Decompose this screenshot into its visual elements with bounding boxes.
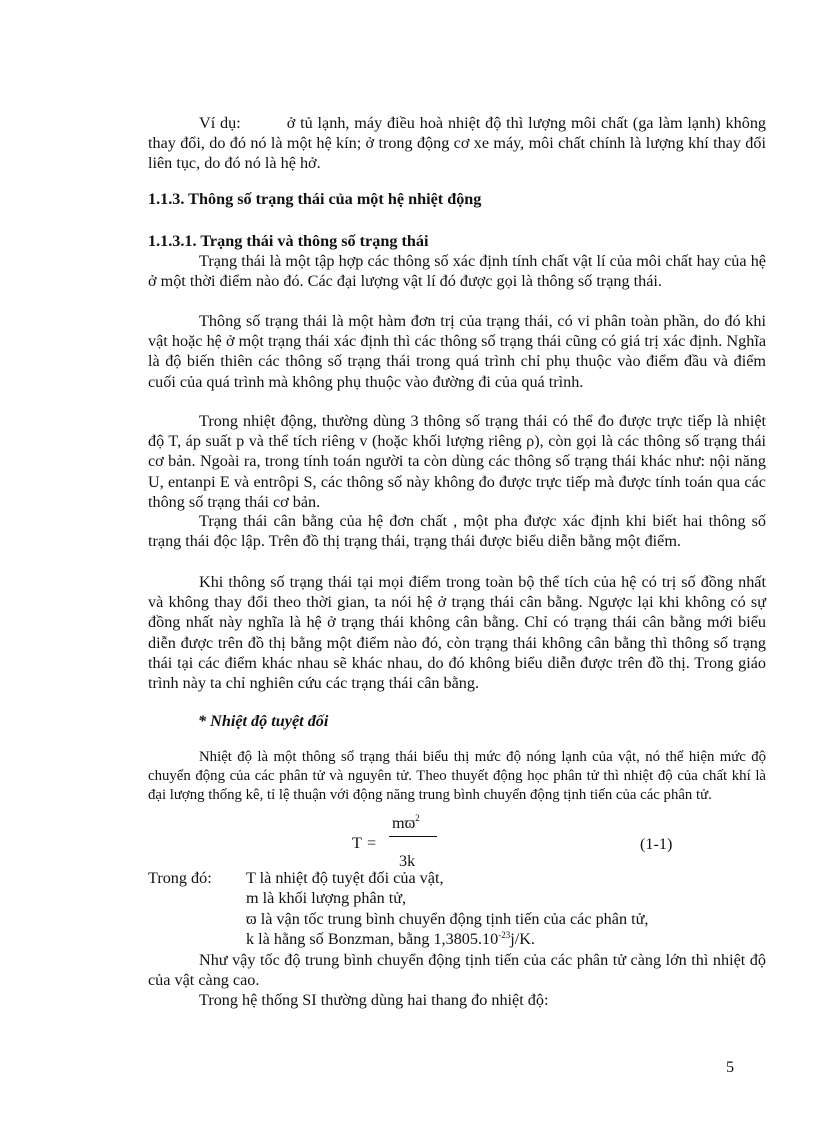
formula-equals: = [367,834,377,852]
where-label: Trong đó: [148,869,212,887]
fraction-bar [389,836,437,837]
closing-paragraph-1: Như vậy tốc độ trung bình chuyển động tịnh tiến của các phân tử càng lớn thì nhiệt độ của vật càng cao. [148,951,766,990]
page-number: 5 [726,1058,735,1076]
paragraph-4: Trạng thái cân bằng của hệ đơn chất , một pha được xác định khi biết hai thông số trạng thái độc lập. Trên đồ thị trạng thái, trạng thái được biểu diễn bằng một điểm. [148,512,766,551]
subsection-title: 1.1.3.1. Trạng thái và thông số trạng thái [148,232,429,250]
formula-numerator-exp: 2 [415,813,420,823]
where-item-t: T là nhiệt độ tuyệt đối của vật, [246,869,444,887]
closing-paragraph-2: Trong hệ thống SI thường dùng hai thang đo nhiệt độ: [199,991,549,1009]
where-item-velocity: ϖ là vận tốc trung bình chuyển động tịnh tiến của các phân tử, [246,910,649,928]
k-text: k là hằng số Bonzman, bằng 1,3805.10 [246,930,499,948]
k-unit: j/K. [510,930,535,948]
paragraph-3: Trong nhiệt động, thường dùng 3 thông số trạng thái có thể đo được trực tiếp là nhiệt độ T, áp suất p và thể tích riêng v (hoặc khối lượng riêng ρ), còn gọi là các thông số trạng thái cơ bản. Ngoài ra, trong tính toán người ta còn dùng các thông số trạng thái khác như: nội năng U, entanpi E và entrôpi S, các thông số này không đo được trực tiếp mà được tính toán qua các thông số trạng thái cơ bản. [148,412,766,511]
paragraph-5: Khi thông số trạng thái tại mọi điểm trong toàn bộ thể tích của hệ có trị số đồng nhất và không thay đổi theo thời gian, ta nói hệ ở trạng thái cân bằng. Ngược lại khi không có sự đồng nhất này nghĩa là hệ ở trạng thái không cân bằng. Chỉ có trạng thái cân bằng mới biểu diễn được trên đồ thị bằng một điểm nào đó, còn trạng thái không cân bằng thì thông số trạng thái tại các điểm khác nhau sẽ khác nhau, do đó không biểu diễn được trên đồ thị. Trong giáo trình này ta chỉ nghiên cứu các trạng thái cân bằng. [148,573,766,693]
formula-numerator-base: mϖ [392,814,416,832]
formula-denominator: 3k [399,852,416,870]
formula-lhs: T [352,834,362,852]
k-exponent: -23 [498,930,511,940]
paragraph-2: Thông số trạng thái là một hàm đơn trị của trạng thái, có vi phân toàn phần, do đó khi vật hoặc hệ ở một trạng thái xác định thì các thông số trạng thái cũng có giá trị xác định. Nghĩa là độ biến thiên các thông số trạng thái trong quá trình chỉ phụ thuộc vào điểm đầu và điểm cuối của quá trình mà không phụ thuộc vào đường đi của quá trình. [148,312,766,391]
formula-numerator [392,813,420,833]
abs-temp-paragraph: Nhiệt độ là một thông số trạng thái biểu thị mức độ nóng lạnh của vật, nó thể hiện mức độ chuyển động của các phân tử và nguyên tử. Theo thuyết động học phân tử thì nhiệt độ của chất khí là đại lượng thống kê, tỉ lệ thuận với động năng trung bình chuyển động tịnh tiến của các phân tử. [148,749,766,804]
equation-number: (1-1) [640,835,673,853]
formula-1-1 [352,808,472,868]
paragraph-1: Trạng thái là một tập hợp các thông số xác định tính chất vật lí của môi chất hay của hệ ở một thời điểm nào đó. Các đại lượng vật lí đó được gọi là thông số trạng thái. [148,252,766,291]
where-item-k [246,930,535,949]
intro-paragraph [148,113,766,174]
where-item-m: m là khối lượng phân tử, [246,889,407,907]
intro-lead: Ví dụ: [199,114,241,132]
section-title: 1.1.3. Thông số trạng thái của một hệ nhiệt động [148,190,482,208]
abs-temp-heading: * Nhiệt độ tuyệt đối [198,712,329,730]
intro-text: ở tủ lạnh, máy điều hoà nhiệt độ thì lượng môi chất (ga làm lạnh) không thay đổi, do đó nó là một hệ kín; ở trong động cơ xe máy, môi chất chính là lượng khí thay đổi liên tục, do đó nó là hệ hở. [148,114,767,173]
